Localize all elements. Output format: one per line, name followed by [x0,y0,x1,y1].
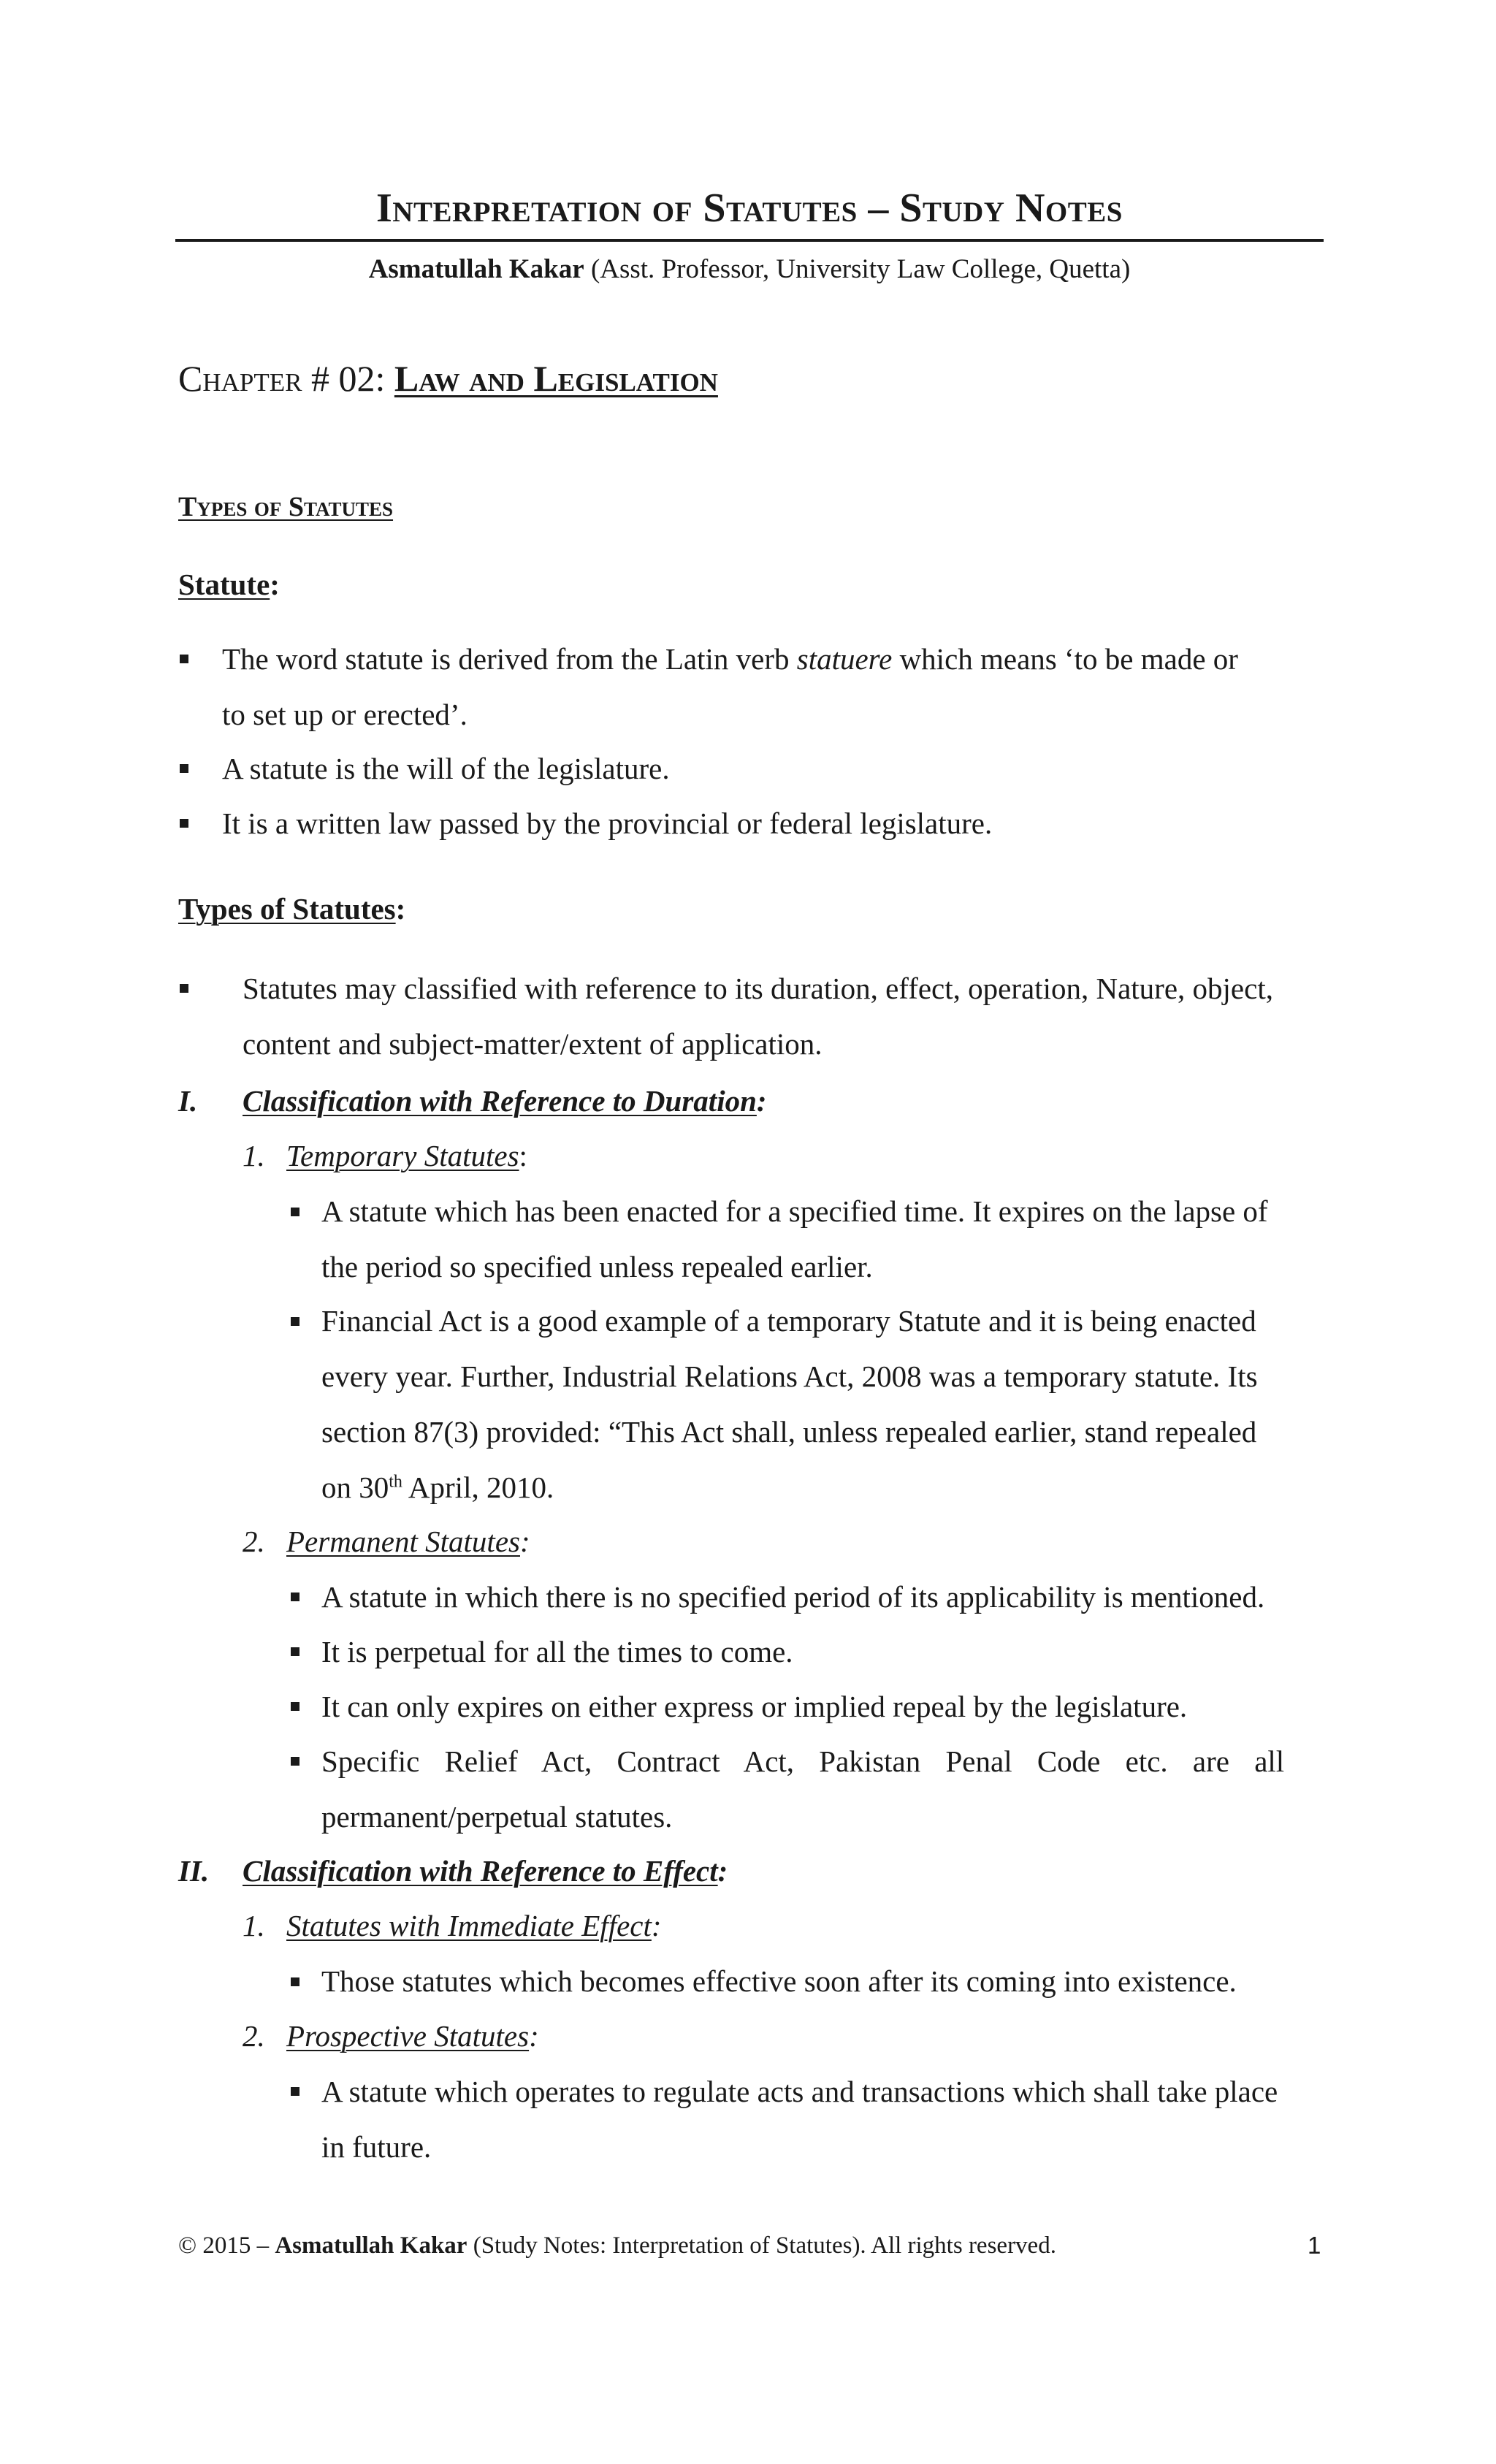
bullet-marker [291,1757,299,1766]
statute-bullet-1: The word statute is derived from the Latin verb statuere which means ‘to be made or [222,642,1238,676]
types-heading: Types of Statutes: [178,892,406,926]
page-footer: © 2015 – Asmatullah Kakar (Study Notes: Interpretation of Statutes). All rights reserved. [178,2232,1056,2259]
author-line [175,253,1324,286]
temporary-statutes-heading: Temporary Statutes: [286,1139,527,1172]
statute-bullet-1-cont: to set up or erected’. [222,698,468,731]
page-title: Interpretation of Statutes – Study Notes [376,186,1123,231]
classification-duration-heading: Classification with Reference to Duration: [243,1084,767,1118]
permanent-bullet-4-cont: permanent/perpetual statutes. [321,1800,673,1834]
chapter-name: Law and Legislation [394,358,718,399]
bullet-marker [180,984,188,993]
bullet-marker [291,2087,299,2096]
classification-numeral: II. [178,1854,210,1888]
bullet-marker [180,655,188,663]
prospective-bullet-cont: in future. [321,2130,432,2164]
types-intro: Statutes may classified with reference to its duration, effect, operation, Nature, object, [243,972,1273,1005]
permanent-bullet-3: It can only expires on either express or implied repeal by the legislature. [321,1690,1188,1723]
bullet-marker [180,764,188,773]
bullet-marker [291,1593,299,1601]
classification-effect-heading: Classification with Reference to Effect: [243,1854,728,1888]
statute-bullet-3: It is a written law passed by the provincial or federal legislature. [222,806,993,840]
item-number: 1. [243,1909,265,1942]
temporary-bullet-2-cont: on 30th April, 2010. [321,1471,554,1504]
item-number: 1. [243,1139,265,1172]
classification-numeral: I. [178,1084,198,1118]
prospective-statutes-heading: Prospective Statutes: [286,2019,539,2053]
section-types-heading: Types of Statutes [178,492,394,522]
permanent-statutes-heading: Permanent Statutes: [286,1525,530,1558]
item-number: 2. [243,1525,265,1558]
author-name: Asmatullah Kakar [368,254,584,284]
bullet-marker [291,1317,299,1326]
temporary-bullet-2: Financial Act is a good example of a temporary Statute and it is being enacted [321,1304,1256,1338]
immediate-effect-heading: Statutes with Immediate Effect: [286,1909,662,1942]
author-affiliation: (Asst. Professor, University Law College, Quetta) [590,254,1131,284]
item-number: 2. [243,2019,265,2053]
immediate-effect-bullet: Those statutes which becomes effective soon after its coming into existence. [321,1964,1237,1998]
bullet-marker [180,819,188,828]
bullet-marker [291,1647,299,1656]
statute-heading: Statute: [178,568,280,601]
types-intro-cont: content and subject-matter/extent of application. [243,1027,823,1061]
temporary-bullet-1: A statute which has been enacted for a specified time. It expires on the lapse of [321,1194,1268,1228]
statute-bullet-2: A statute is the will of the legislature. [222,752,670,785]
temporary-bullet-1-cont: the period so specified unless repealed earlier. [321,1250,873,1284]
chapter-prefix: Chapter # 02: [178,358,394,399]
temporary-bullet-2-cont: every year. Further, Industrial Relations Act, 2008 was a temporary statute. Its [321,1359,1258,1393]
bullet-marker [291,1208,299,1216]
temporary-bullet-2-cont: section 87(3) provided: “This Act shall, unless repealed earlier, stand repealed [321,1415,1257,1449]
bullet-marker [291,1977,299,1986]
permanent-bullet-2: It is perpetual for all the times to come. [321,1635,793,1668]
page-number: 1 [1308,2232,1321,2259]
prospective-bullet: A statute which operates to regulate acts and transactions which shall take place [321,2075,1278,2108]
permanent-bullet-4: Specific Relief Act, Contract Act, Pakistan Penal Code etc. are all [321,1744,1285,1778]
title-divider [175,239,1324,242]
chapter-heading [178,356,718,400]
permanent-bullet-1: A statute in which there is no specified period of its applicability is mentioned. [321,1580,1265,1614]
bullet-marker [291,1702,299,1711]
